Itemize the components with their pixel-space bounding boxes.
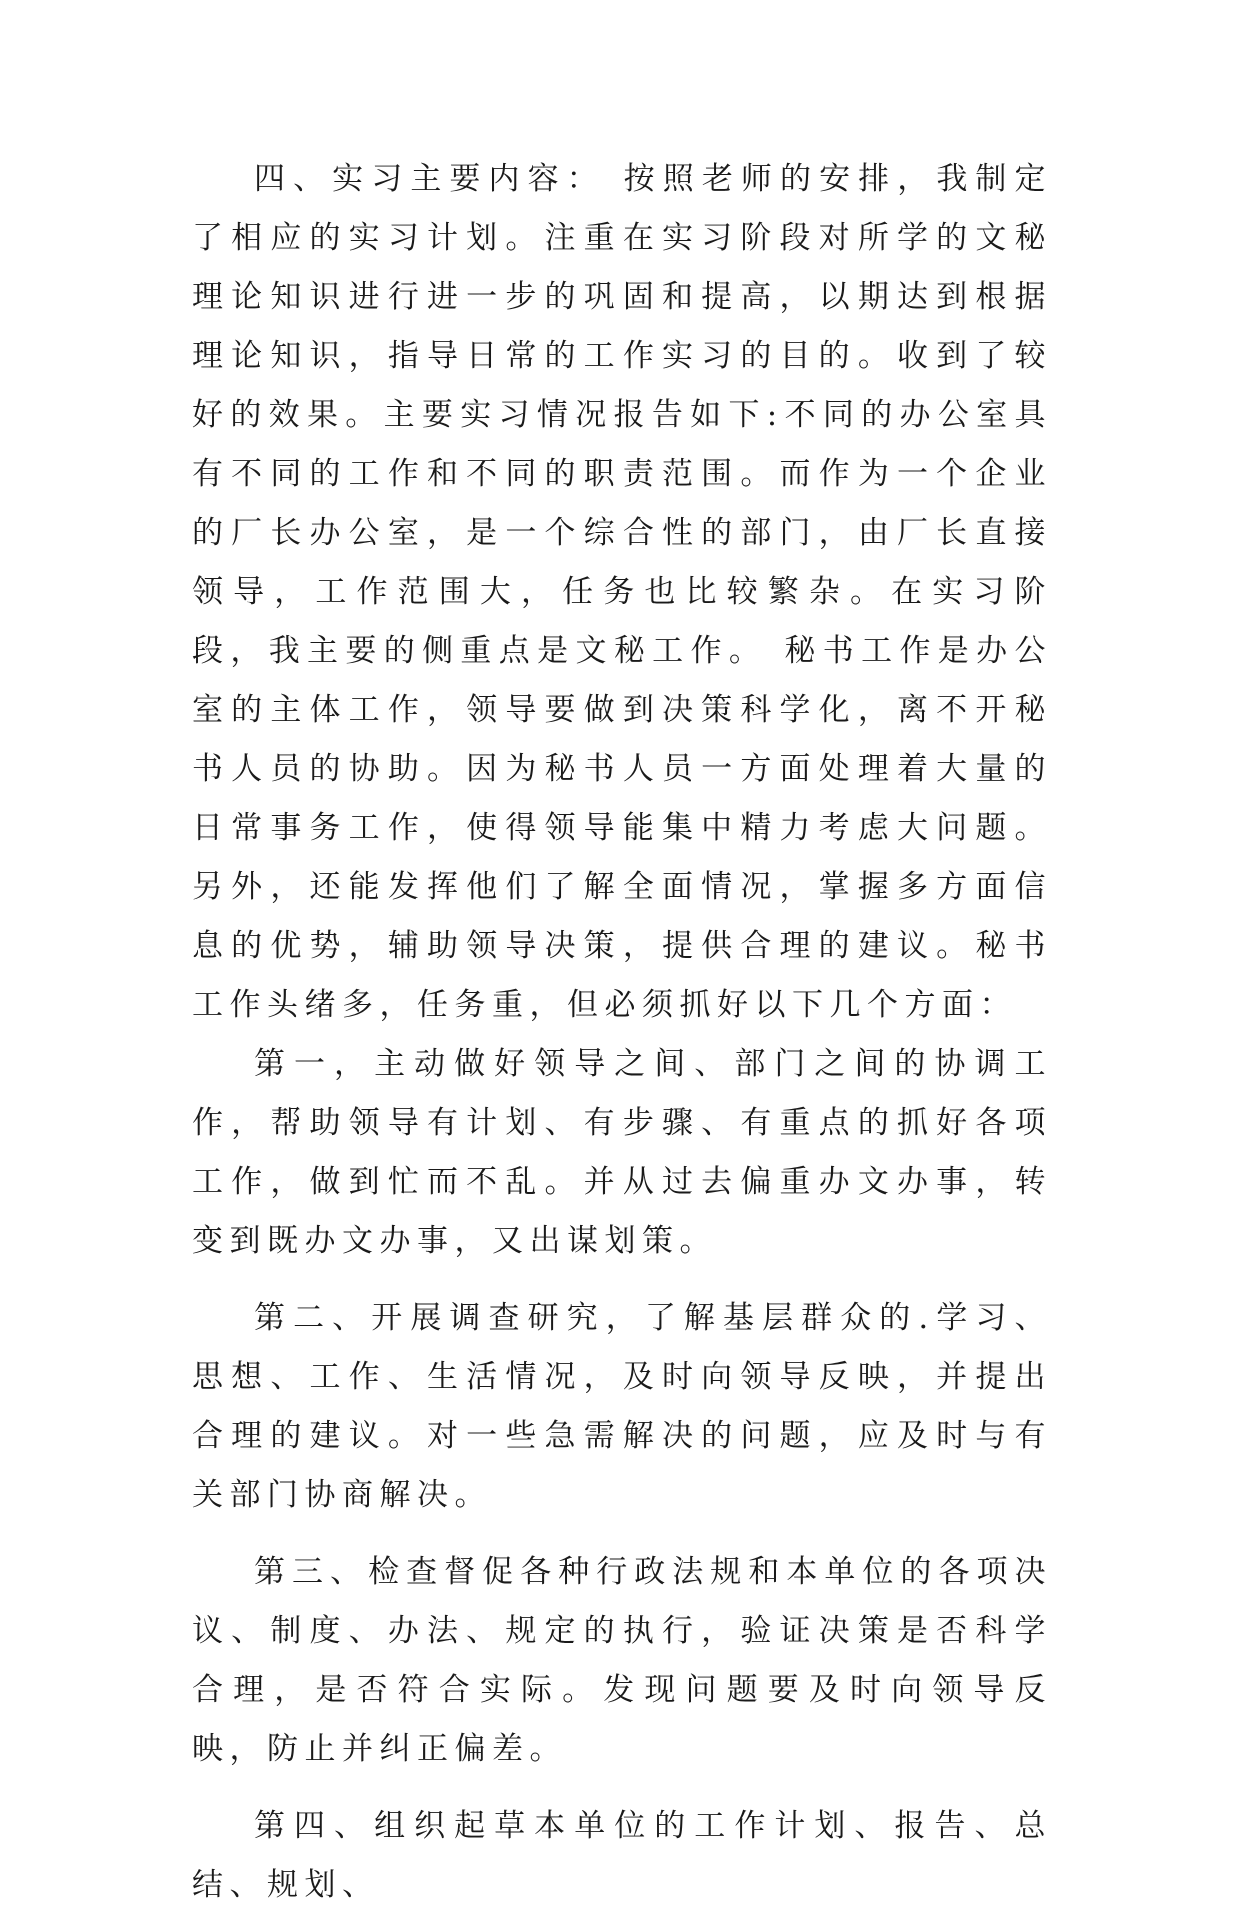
paragraph-point-one: 第一，主动做好领导之间、部门之间的协调工作，帮助领导有计划、有步骤、有重点的抓好各项工作，做到忙而不乱。并从过去偏重办文办事，转变到既办文办事，又出谋划策。 [192,1046,1052,1259]
paragraph-internship-content: 四、实习主要内容： 按照老师的安排，我制定了相应的实习计划。注重在实习阶段对所学的文秘理论知识进行进一步的巩固和提高，以期达到根据理论知识，指导日常的工作实习的目的。收到了较好的效果。主要实习情况报告如下:不同的办公室具有不同的工作和不同的职责范围。而作为一个企业的厂长办公室，是一个综合性的部门，由厂长直接领导，工作范围大，任务也比较繁杂。在实习阶段，我主要的侧重点是文秘工作。 秘书工作是办公室的主体工作，领导要做到决策科学化，离不开秘书人员的协助。因为秘书人员一方面处理着大量的日常事务工作，使得领导能集中精力考虑大问题。另外，还能发挥他们了解全面情况，掌握多方面信息的优势，辅助领导决策，提供合理的建议。秘书工作头绪多，任务重，但必须抓好以下几个方面： [192,161,1052,1023]
paragraph-point-two: 第二、开展调查研究，了解基层群众的.学习、思想、工作、生活情况，及时向领导反映，并提出合理的建议。对一些急需解决的问题，应及时与有关部门协商解决。 [192,1300,1052,1513]
paragraph-point-four: 第四、组织起草本单位的工作计划、报告、总结、规划、 [192,1808,1052,1903]
document-page [192,150,1052,1915]
paragraph-point-three: 第三、检查督促各种行政法规和本单位的各项决议、制度、办法、规定的执行，验证决策是否科学合理，是否符合实际。发现问题要及时向领导反映，防止并纠正偏差。 [192,1554,1052,1767]
